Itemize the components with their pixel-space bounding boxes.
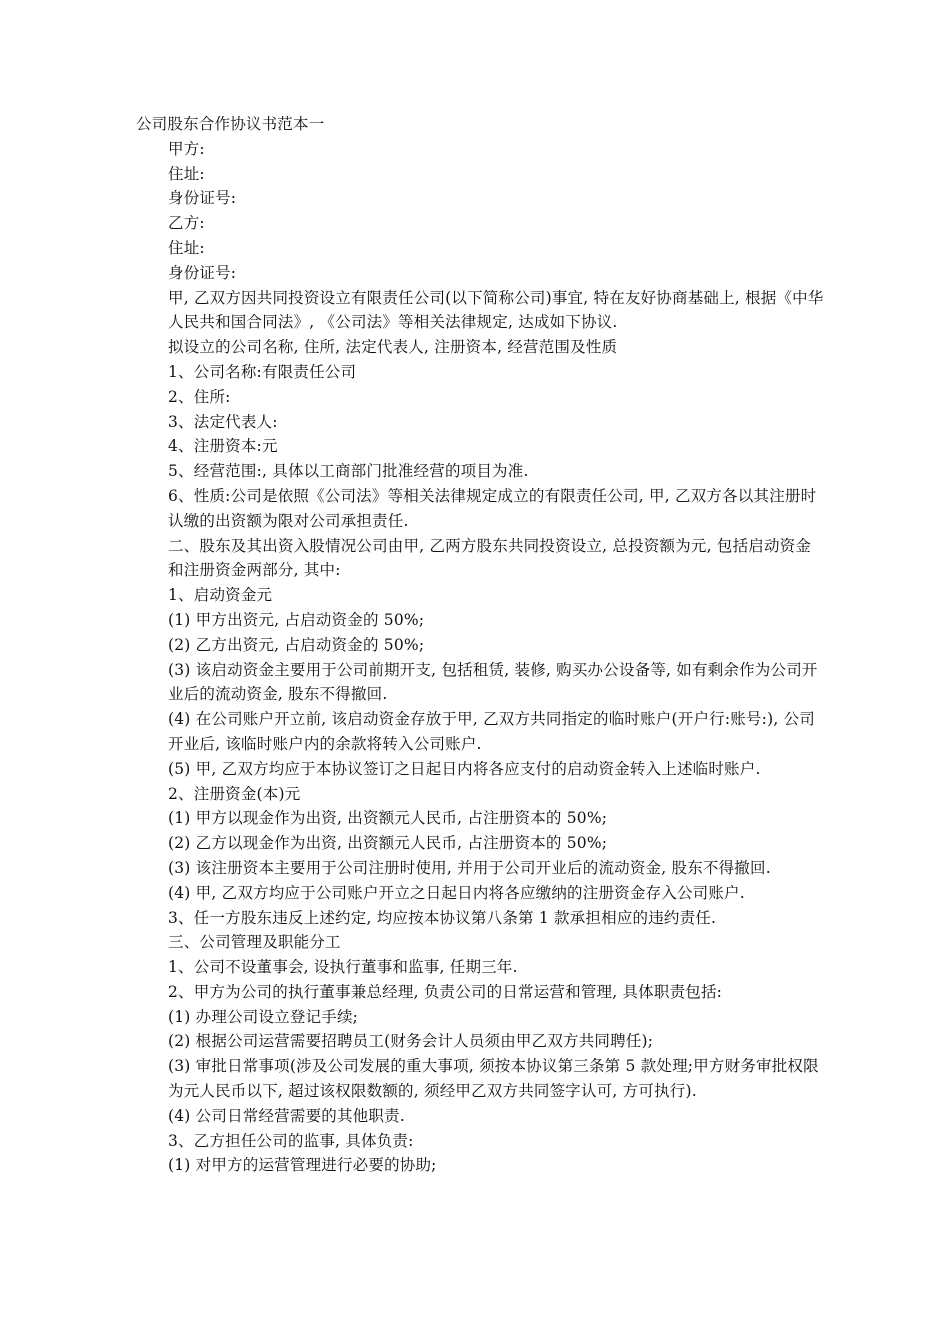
paragraph: (4) 公司日常经营需要的其他职责.: [168, 1106, 405, 1125]
paragraph: 1、启动资金元: [168, 586, 273, 605]
document-title: 公司股东合作协议书范本一: [136, 115, 325, 133]
paragraph: 3、任一方股东违反上述约定, 均应按本协议第八条第 1 款承担相应的违约责任.: [168, 908, 717, 927]
paragraph: (2) 根据公司运营需要招聘员工(财务会计人员须由甲乙双方共同聘任);: [168, 1032, 654, 1051]
document-paragraphs: [136, 137, 826, 1178]
paragraph: (2) 乙方以现金作为出资, 出资额元人民币, 占注册资本的 50%;: [168, 834, 608, 853]
paragraph: 2、注册资金(本)元: [168, 784, 301, 803]
paragraph: 3、法定代表人:: [168, 412, 278, 431]
paragraph: (1) 对甲方的运营管理进行必要的协助;: [168, 1156, 437, 1175]
paragraph: 6、性质:公司是依照《公司法》等相关法律规定成立的有限责任公司, 甲, 乙双方各以其注册时认缴的出资额为限对公司承担责任.: [168, 486, 817, 530]
paragraph: 拟设立的公司名称, 住所, 法定代表人, 注册资本, 经营范围及性质: [168, 338, 618, 357]
paragraph: 甲, 乙双方因共同投资设立有限责任公司(以下简称公司)事宜, 特在友好协商基础上, 根据《中华人民共和国合同法》, 《公司法》等相关法律规定, 达成如下协议.: [168, 288, 824, 332]
paragraph: 2、住所:: [168, 387, 231, 406]
paragraph: 乙方:: [168, 214, 205, 233]
paragraph: (3) 该注册资本主要用于公司注册时使用, 并用于公司开业后的流动资金, 股东不得撤回.: [168, 858, 771, 877]
paragraph: 5、经营范围:, 具体以工商部门批准经营的项目为准.: [168, 462, 529, 481]
paragraph: (1) 办理公司设立登记手续;: [168, 1007, 359, 1026]
paragraph: 4、注册资本:元: [168, 437, 278, 456]
paragraph: 住址:: [168, 164, 205, 183]
paragraph: (1) 甲方出资元, 占启动资金的 50%;: [168, 610, 425, 629]
paragraph: 1、公司不设董事会, 设执行董事和监事, 任期三年.: [168, 958, 518, 977]
paragraph: 身份证号:: [168, 263, 237, 282]
paragraph: (4) 在公司账户开立前, 该启动资金存放于甲, 乙双方共同指定的临时账户(开户行:账号:), 公司开业后, 该临时账户内的余款将转入公司账户.: [168, 710, 815, 753]
paragraph: 甲方:: [168, 139, 205, 158]
paragraph: (4) 甲, 乙双方均应于公司账户开立之日起日内将各应缴纳的注册资金存入公司账户.: [168, 883, 745, 902]
paragraph: 二、股东及其出资入股情况公司由甲, 乙两方股东共同投资设立, 总投资额为元, 包括启动资金和注册资金两部分, 其中:: [168, 536, 812, 580]
document-body: [136, 112, 826, 1178]
paragraph: 三、公司管理及职能分工: [168, 933, 341, 952]
paragraph: 1、公司名称:有限责任公司: [168, 362, 357, 381]
paragraph: 住址:: [168, 238, 205, 257]
paragraph: (3) 该启动资金主要用于公司前期开支, 包括租赁, 装修, 购买办公设备等, 如有剩余作为公司开业后的流动资金, 股东不得撤回.: [168, 660, 818, 704]
paragraph: (1) 甲方以现金作为出资, 出资额元人民币, 占注册资本的 50%;: [168, 809, 608, 828]
paragraph: (2) 乙方出资元, 占启动资金的 50%;: [168, 635, 425, 654]
paragraph: 身份证号:: [168, 189, 237, 208]
paragraph: (3) 审批日常事项(涉及公司发展的重大事项, 须按本协议第三条第 5 款处理;甲方财务审批权限为元人民币以下, 超过该权限数额的, 须经甲乙双方共同签字认可, 方可执行).: [168, 1057, 819, 1101]
paragraph: 2、甲方为公司的执行董事兼总经理, 负责公司的日常运营和管理, 具体职责包括:: [168, 982, 723, 1001]
paragraph: 3、乙方担任公司的监事, 具体负责:: [168, 1131, 414, 1150]
paragraph: (5) 甲, 乙双方均应于本协议签订之日起日内将各应支付的启动资金转入上述临时账户.: [168, 759, 761, 778]
